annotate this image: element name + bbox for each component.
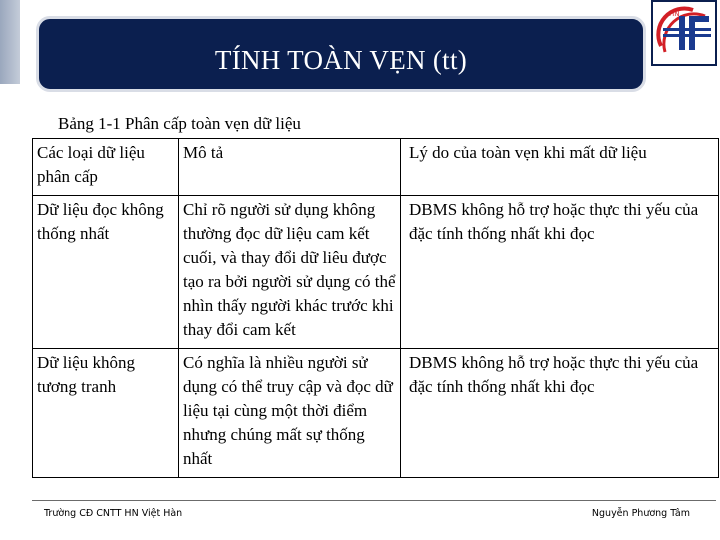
- decorative-left-bar: [0, 0, 20, 84]
- footer-left: Trường CĐ CNTT HN Việt Hàn: [44, 508, 183, 519]
- table-cell: Dữ liệu đọc không thống nhất: [33, 196, 179, 349]
- column-header: Mô tả: [179, 139, 401, 196]
- table-cell: DBMS không hỗ trợ hoặc thực thi yếu của đặc tính thống nhất khi đọc: [401, 196, 719, 349]
- table-cell: Dữ liệu không tương tranh: [33, 349, 179, 478]
- table-header-row: [33, 139, 719, 196]
- table-caption: Bảng 1-1 Phân cấp toàn vẹn dữ liệu: [58, 114, 301, 133]
- column-header: Các loại dữ liệu phân cấp: [33, 139, 179, 196]
- logo: [651, 0, 717, 66]
- table-cell: DBMS không hỗ trợ hoặc thực thi yếu của đặc tính thống nhất khi đọc: [401, 349, 719, 478]
- table-row: [33, 196, 719, 349]
- footer-divider: [32, 500, 716, 501]
- page-title: TÍNH TOÀN VẸN (tt): [214, 45, 468, 75]
- data-integrity-table: [32, 138, 719, 478]
- logo-text: HN: [669, 10, 680, 18]
- title-banner: [36, 16, 646, 92]
- table-row: [33, 349, 719, 478]
- logo-icon: [653, 2, 715, 64]
- column-header: Lý do của toàn vẹn khi mất dữ liệu: [401, 139, 719, 196]
- table-cell: Có nghĩa là nhiều người sử dụng có thể truy cập và đọc dữ liệu tại cùng một thời điểm nhưng chúng mất sự thống nhất: [179, 349, 401, 478]
- footer-right: Nguyễn Phương Tâm: [591, 508, 690, 519]
- table-cell: Chỉ rõ người sử dụng không thường đọc dữ liệu cam kết cuối, và thay đổi dữ liêu được tạo ra bởi người sử dụng có thể nhìn thấy người khác trước khi thay đổi cam kết: [179, 196, 401, 349]
